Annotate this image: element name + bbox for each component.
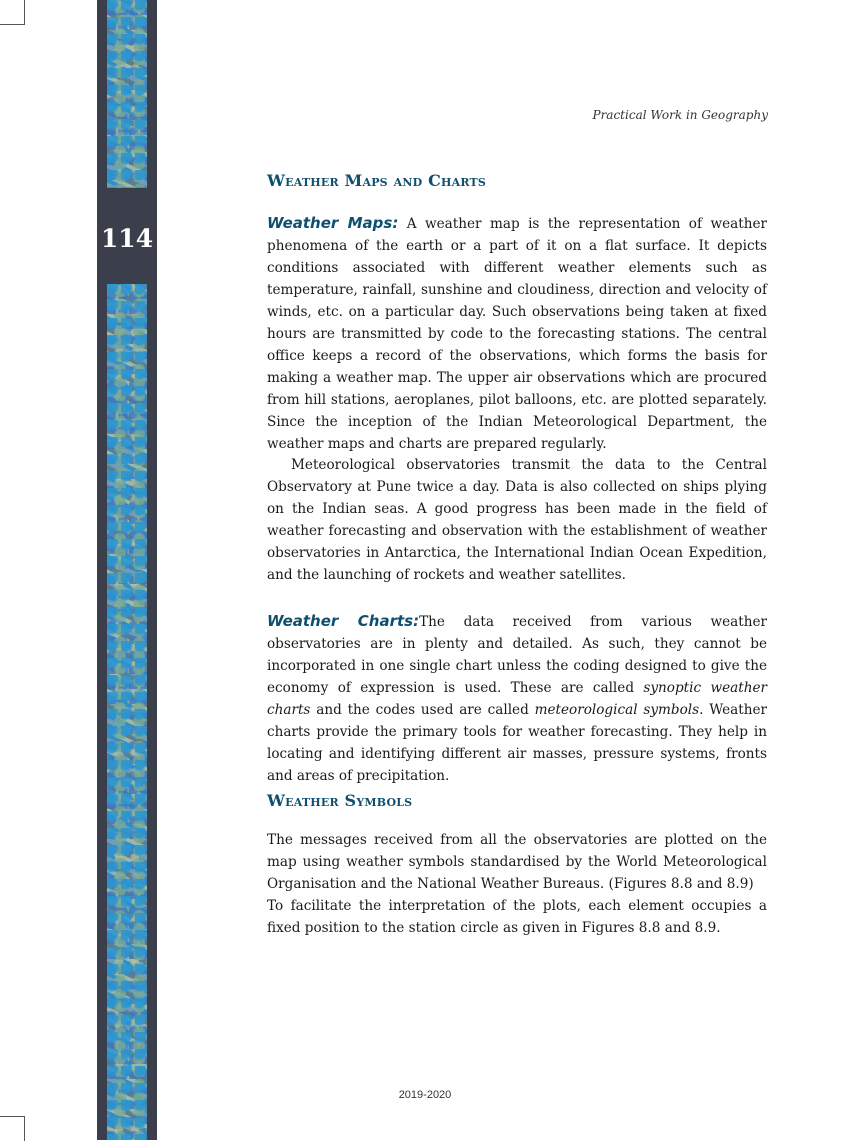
- lead-weather-maps: Weather Maps:: [267, 214, 399, 232]
- satellite-image-strip-top: [107, 0, 147, 188]
- term-meteorological-symbols: meteorological symbols: [534, 702, 700, 718]
- crop-mark-top-left: [0, 0, 25, 25]
- weather-maps-text: A weather map is the representation of weather phenomena of the earth or a part of it on a flat surface. It depicts conditions associated with different weather elements such as temperature, rainfall, sunshine and cloudiness, direction and velocity of winds, etc. on a particular day. Such observations being taken at fixed hours are transmitted by code to the forecasting stations. The central office keeps a record of the observations, which forms the basis for making a weather map. The upper air observations which are procured from hill stations, aeroplanes, pilot balloons, etc. are plotted separately. Since the inception of the Indian Meteorological Department, the weather maps and charts are prepared regularly.: [267, 216, 767, 452]
- weather-charts-text-2: and the codes used are called: [310, 702, 535, 718]
- paragraph-weather-maps: [267, 212, 767, 455]
- lead-weather-charts: Weather Charts:: [267, 612, 420, 630]
- running-head: Practical Work in Geography: [592, 108, 768, 122]
- weather-charts-text-3: . Weather charts provide the primary tools for weather forecasting. They help in locating and identifying different air masses, pressure systems, fronts and areas of precipitation.: [267, 702, 767, 784]
- weather-symbols-text-1: The messages received from all the observatories are plotted on the map using weather symbols standardised by the World Meteorological Organisation and the National Weather Bureaus. (Figures 8.8 and 8.9): [267, 832, 767, 892]
- page-number: 114: [100, 224, 154, 253]
- section-heading-weather-symbols: Weather Symbols: [267, 791, 413, 810]
- satellite-image-strip-bottom: [107, 284, 147, 1140]
- footer-year: 2019-2020: [398, 1089, 452, 1101]
- paragraph-weather-charts: [267, 610, 767, 787]
- weather-symbols-text-2: To facilitate the interpretation of the plots, each element occupies a fixed position to the station circle as given in Figures 8.8 and 8.9.: [267, 898, 767, 936]
- term-synoptic-weather-charts: synoptic weather charts: [267, 680, 767, 718]
- weather-charts-text-1: The data received from various weather observatories are in plenty and detailed. As such, they cannot be incorporated in one single chart unless the coding designed to give the economy of expression is used. These are called: [267, 614, 768, 696]
- paragraph-observatories: Meteorological observatories transmit the data to the Central Observatory at Pune twice a day. Data is also collected on ships plying on the Indian seas. A good progress has been made in the field of weather forecasting and observation with the establishment of weather observatories in Antarctica, the International Indian Ocean Expedition, and the launching of rockets and weather satellites.: [267, 457, 767, 583]
- crop-mark-bottom-left: [0, 1116, 25, 1141]
- section-heading-weather-maps-and-charts: Weather Maps and Charts: [267, 171, 487, 190]
- paragraph-weather-symbols: [267, 829, 767, 939]
